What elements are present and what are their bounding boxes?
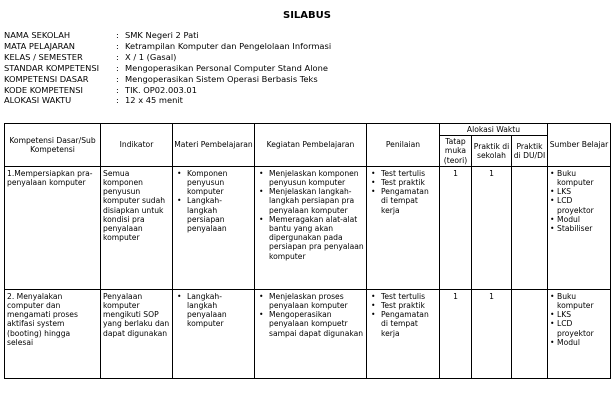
list-item: • Menjelaskan proses penyalaan komputer bbox=[269, 292, 364, 310]
header-penilaian: Penilaian bbox=[367, 124, 440, 167]
list-item: • Modul bbox=[557, 215, 608, 224]
info-row bbox=[4, 30, 331, 41]
list-item: • Pengamatan di tempat kerja bbox=[381, 187, 437, 215]
list-item: • Langkah-langkah penyalaan komputer bbox=[187, 292, 252, 329]
info-colon: : bbox=[116, 84, 119, 95]
info-value: 12 x 45 menit bbox=[125, 95, 183, 106]
info-label: STANDAR KOMPETENSI bbox=[4, 62, 100, 73]
list-item: • Test praktik bbox=[381, 178, 437, 187]
header-tatap-muka: Tatap muka (teori) bbox=[440, 136, 472, 167]
info-value: X / 1 (Gasal) bbox=[125, 51, 177, 62]
list-item: • Test tertulis bbox=[381, 169, 437, 178]
list-item: • Komponen penyusun komputer bbox=[187, 169, 252, 197]
cell-sumber-belajar bbox=[548, 289, 611, 378]
header-materi: Materi Pembelajaran bbox=[173, 124, 255, 167]
info-row bbox=[4, 52, 331, 63]
list-item: • Mengoperasikan penyalaan kompuetr sampai dapat digunakan bbox=[269, 310, 364, 338]
header-kegiatan: Kegiatan Pembelajaran bbox=[255, 124, 367, 167]
syllabus-info bbox=[4, 30, 331, 106]
info-label: KELAS / SEMESTER bbox=[4, 51, 83, 62]
info-row bbox=[4, 41, 331, 52]
header-indikator: Indikator bbox=[101, 124, 173, 167]
info-value: Ketrampilan Komputer dan Pengelolaan Informasi bbox=[125, 40, 332, 51]
info-label: KODE KOMPETENSI bbox=[4, 84, 83, 95]
cell-kegiatan bbox=[255, 289, 367, 378]
table-row bbox=[5, 166, 611, 289]
info-colon: : bbox=[116, 62, 119, 73]
info-row bbox=[4, 85, 331, 96]
list-item: • Modul bbox=[557, 338, 608, 347]
info-label: NAMA SEKOLAH bbox=[4, 30, 71, 40]
list-item: • Test praktik bbox=[381, 301, 437, 310]
info-colon: : bbox=[116, 40, 119, 51]
list-item: • Buku komputer bbox=[557, 292, 608, 310]
info-colon: : bbox=[116, 73, 119, 84]
list-item: • Menjelaskan langkah-langkah persiapan pra penyalaan komputer bbox=[269, 187, 364, 215]
list-item: • Test tertulis bbox=[381, 292, 437, 301]
header-alokasi-waktu: Alokasi Waktu bbox=[440, 124, 548, 136]
info-row bbox=[4, 74, 331, 85]
info-value: SMK Negeri 2 Pati bbox=[125, 30, 199, 40]
header-praktik-dudi: Praktik di DU/DI bbox=[512, 136, 548, 167]
info-value: TIK. OP02.003.01 bbox=[125, 84, 197, 95]
table-row bbox=[5, 289, 611, 378]
info-row bbox=[4, 63, 331, 74]
list-item: • Memeragakan alat-alat bantu yang akan dipergunakan pada persiapan pra penyalaan komputer bbox=[269, 215, 364, 261]
cell-praktik-sekolah: 1 bbox=[472, 289, 512, 378]
cell-praktik-dudi bbox=[512, 289, 548, 378]
list-item: • LCD proyektor bbox=[557, 196, 608, 214]
syllabus-table bbox=[4, 123, 611, 379]
cell-praktik-sekolah: 1 bbox=[472, 166, 512, 289]
header-praktik-sekolah: Praktik di sekolah bbox=[472, 136, 512, 167]
list-item: • Buku komputer bbox=[557, 169, 608, 187]
info-value: Mengoperasikan Personal Computer Stand Alone bbox=[125, 62, 328, 73]
list-item: • LCD proyektor bbox=[557, 319, 608, 337]
info-colon: : bbox=[116, 30, 119, 40]
info-row bbox=[4, 95, 331, 106]
cell-kompetensi: 2. Menyalakan computer dan mengamati proses aktifasi system (booting) hingga selesai bbox=[5, 289, 101, 378]
info-value: Mengoperasikan Sistem Operasi Berbasis Teks bbox=[125, 73, 318, 84]
cell-praktik-dudi bbox=[512, 166, 548, 289]
info-colon: : bbox=[116, 95, 119, 106]
cell-kegiatan bbox=[255, 166, 367, 289]
info-label: MATA PELAJARAN bbox=[4, 40, 75, 51]
info-colon: : bbox=[116, 51, 119, 62]
cell-indikator: Semua komponen penyusun komputer sudah disiapkan untuk kondisi pra penyalaan komputer bbox=[101, 166, 173, 289]
info-label: ALOKASI WAKTU bbox=[4, 95, 72, 106]
cell-tatap-muka: 1 bbox=[440, 289, 472, 378]
list-item: • Stabiliser bbox=[557, 224, 608, 233]
cell-sumber-belajar bbox=[548, 166, 611, 289]
list-item: • LKS bbox=[557, 187, 608, 196]
list-item: • Pengamatan di tempat kerja bbox=[381, 310, 437, 338]
info-label: KOMPETENSI DASAR bbox=[4, 73, 89, 84]
cell-tatap-muka: 1 bbox=[440, 166, 472, 289]
header-sumber-belajar: Sumber Belajar bbox=[548, 124, 611, 167]
cell-kompetensi: 1.Mempersiapkan pra-penyalaan komputer bbox=[5, 166, 101, 289]
document-title: SILABUS bbox=[283, 10, 331, 21]
cell-penilaian bbox=[367, 166, 440, 289]
list-item: • LKS bbox=[557, 310, 608, 319]
cell-indikator: Penyalaan komputer mengikuti SOP yang berlaku dan dapat digunakan bbox=[101, 289, 173, 378]
cell-materi bbox=[173, 166, 255, 289]
list-item: • Langkah-langkah persiapan penyalaan bbox=[187, 196, 252, 233]
header-kompetensi: Kompetensi Dasar/Sub Kompetensi bbox=[5, 124, 101, 167]
list-item: • Menjelaskan komponen penyusun komputer bbox=[269, 169, 364, 187]
cell-materi bbox=[173, 289, 255, 378]
cell-penilaian bbox=[367, 289, 440, 378]
